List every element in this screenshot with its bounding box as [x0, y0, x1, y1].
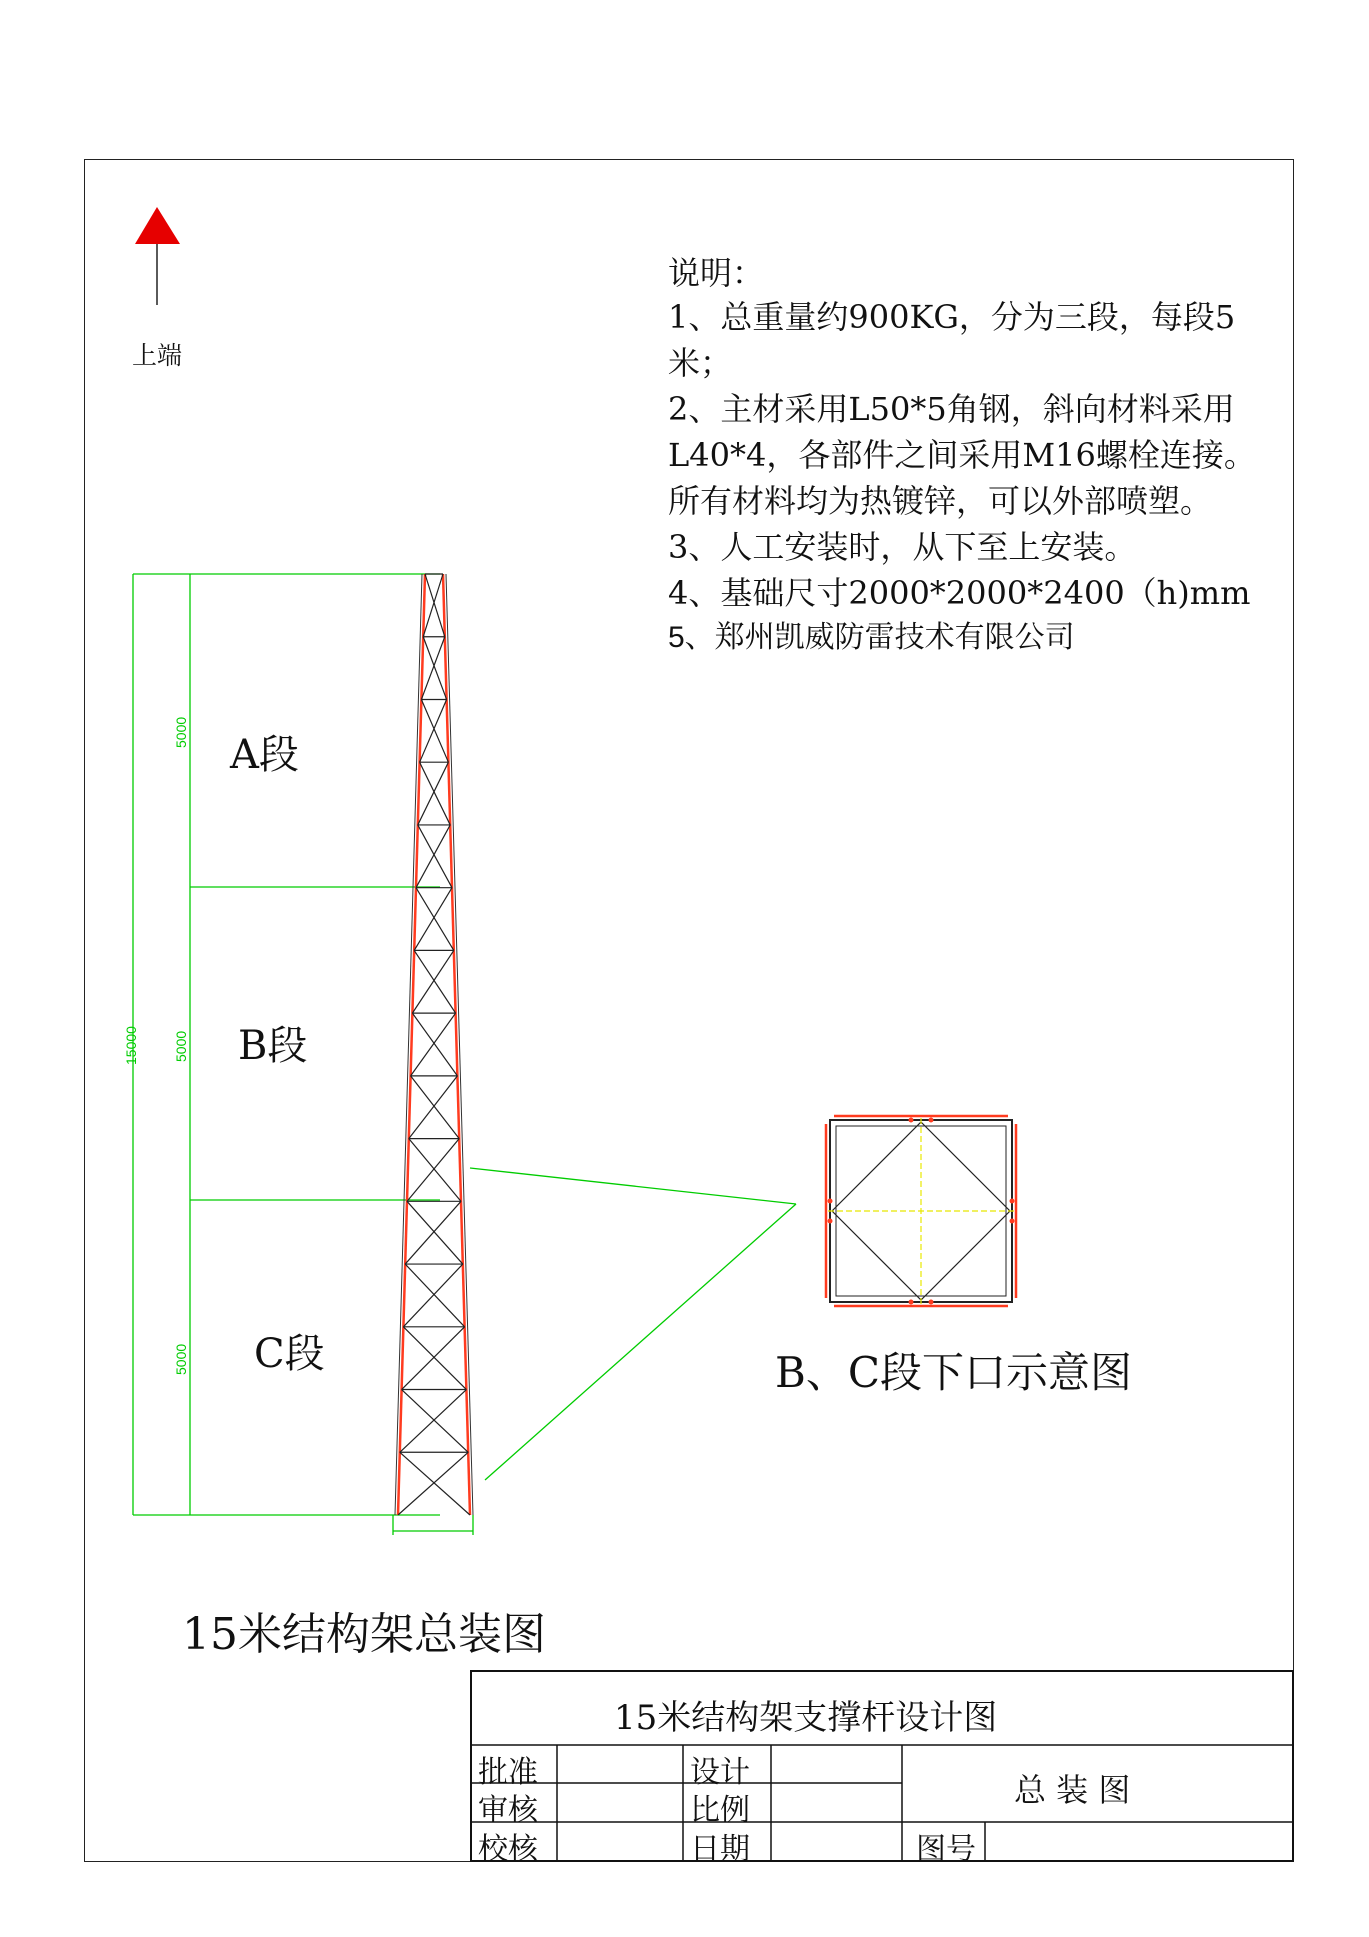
dim-total: 15000 [123, 1026, 139, 1065]
tower-diagonal [407, 1201, 463, 1264]
up-arrow-icon [135, 207, 180, 244]
title-block-drawing-no: 图号 [916, 1832, 976, 1867]
title-block-approve: 批准 [478, 1755, 538, 1790]
segment-a-label: A段 [230, 732, 299, 778]
dim-a: 5000 [173, 716, 189, 748]
tower-diagonal [418, 825, 452, 888]
note-item-5: 5、郑州凯威防雷技术有限公司 [668, 621, 1075, 654]
notes-list [668, 294, 1268, 660]
tower-leg-left [398, 574, 425, 1515]
note-item-2: 2、主材采用L50*5角钢，斜向材料采用L40*4，各部件之间采用M16螺栓连接。所有材料均为热镀锌，可以外部喷塑。 [668, 390, 1256, 520]
tower-diagonal [425, 574, 445, 637]
dim-b: 5000 [173, 1030, 189, 1062]
tower-diagonal [409, 1076, 458, 1139]
title-block-project: 15米结构架支撑杆设计图 [614, 1698, 998, 1738]
tower-diagonal [423, 637, 446, 700]
tower-diagonal [416, 888, 454, 951]
tower-diagonal [421, 699, 448, 762]
title-block-scale: 比例 [690, 1793, 750, 1828]
title-block-sheet: 总 装 图 [1014, 1771, 1131, 1809]
segment-b-label: B段 [238, 1023, 308, 1069]
notes-title: 说明： [668, 254, 765, 292]
tower-diagonal [414, 888, 452, 951]
tower-diagonal [400, 1390, 467, 1453]
plan-view-caption: B、C段下口示意图 [775, 1348, 1133, 1397]
plan-view [826, 1116, 1016, 1306]
tower-diagonal [405, 1201, 461, 1264]
tower-diagonal [411, 1013, 456, 1076]
tower-diagonal [403, 1264, 462, 1327]
title-block-review: 审核 [478, 1793, 538, 1828]
up-label: 上端 [132, 342, 183, 370]
tower-diagonal [405, 1264, 464, 1327]
drawing-title: 15米结构架总装图 [182, 1609, 546, 1660]
tower-diagonal [420, 699, 447, 762]
tower-diagonal [416, 825, 450, 888]
tower-diagonal [403, 1327, 466, 1390]
tower-leg-right [443, 574, 470, 1515]
segment-c-label: C段 [254, 1331, 325, 1377]
tower-diagonal [402, 1390, 469, 1453]
note-item-1: 1、总重量约900KG，分为三段，每段5米； [668, 298, 1236, 382]
tower-diagonal [420, 762, 451, 825]
title-block-design: 设计 [690, 1755, 750, 1790]
tower-elevation [395, 574, 473, 1515]
title-block-date: 日期 [690, 1832, 750, 1867]
tower-diagonal [409, 1139, 461, 1202]
tower-diagonal [423, 574, 443, 637]
tower-diagonal [412, 950, 453, 1013]
note-item-4: 4、基础尺寸2000*2000*2400（h)mm [668, 574, 1251, 612]
note-item-3: 3、人工安装时，从下至上安装。 [668, 528, 1137, 566]
dim-c: 5000 [173, 1343, 189, 1375]
tower-diagonal [402, 1327, 465, 1390]
tower-diagonal [418, 762, 449, 825]
tower-diagonal [412, 1013, 457, 1076]
tower-diagonal [411, 1076, 460, 1139]
title-block-check: 校核 [478, 1832, 538, 1867]
tower-diagonal [421, 637, 444, 700]
tower-diagonal [407, 1139, 459, 1202]
tower-diagonal [414, 950, 455, 1013]
tower-diagonal [398, 1452, 468, 1515]
tower-diagonal [400, 1452, 470, 1515]
